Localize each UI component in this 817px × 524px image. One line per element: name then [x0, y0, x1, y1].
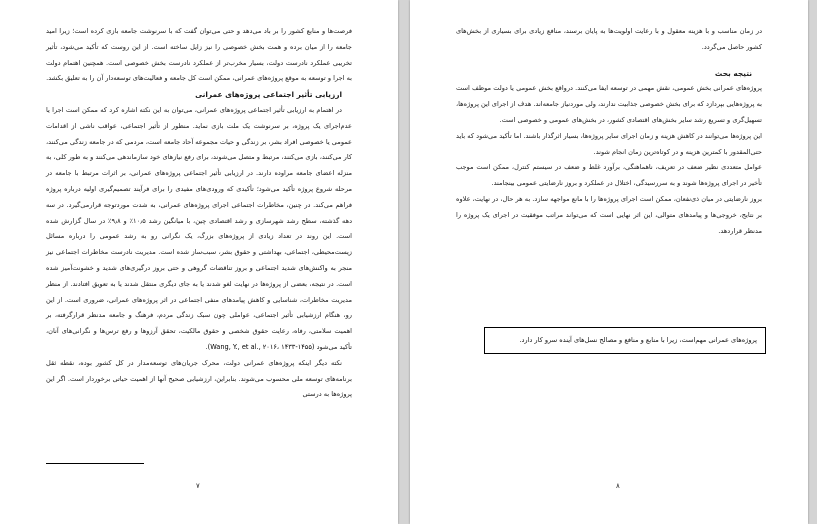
section-heading: ارزیابی تأثیر اجتماعی پروژه‌های عمرانی — [195, 90, 342, 100]
page-number: ۷ — [196, 482, 200, 490]
highlight-box: پروژه‌های عمرانی مهم‌است، زیرا با منابع و منافع و مصالح نسل‌های آینده سرو کار دارد. — [484, 327, 766, 354]
document-page-left — [0, 0, 398, 524]
footnote-separator — [46, 463, 144, 464]
paragraph: این پروژه‌ها می‌توانند در کاهش هزینه و زمان اجرای سایر پروژه‌ها، بسیار اثرگذار باشند. اما تأکید می‌شود که باید حتی‌المقدور با کمترین هزینه و در کوتاه‌ترین زمان انجام شوند. — [456, 131, 762, 156]
paragraph: عوامل متعددی نظیر ضعف در تعریف، ناهماهنگی، برآورد غلط و ضعف در سیستم کنترل، ممکن است موجب تأخیر در اجرای پروژه‌ها شوند و به سررسیدگی، اختلال در عملکرد و بروز نارضایتی عمومی بینجامند. — [456, 163, 762, 188]
section-heading: نتیجه بحث — [714, 68, 752, 78]
paragraph: در زمان مناسب و با هزینه معقول و با رعایت اولویت‌ها به پایان برسند، منافع زیادی برای بسیاری از بخش‌های کشور حاصل می‌گردد. — [456, 27, 762, 51]
document-page-right — [410, 0, 808, 524]
paragraph: در اهتمام به ارزیابی تأثیر اجتماعی پروژه‌های عمرانی، می‌توان به این نکته اشاره کرد که ممکن است اجرا یا عدم‌اجرای یک پروژه، بر سرنوشت یک ملت بازی نماید. منظور از تأثیر اجتماعی، عواقب ناشی از اقدامات عمومی یا خصوصی افراد بشر، بر زندگی و حیات مجموعه آحاد جامعه است، مردمی که در جامعه زندگی می‌کنند، کار می‌کنند، بازی می‌کنند، مرتبط و متصل می‌شوند، برای رفع نیازهای خود سازماندهی می‌کنند و به طور کلی، به منزله اعضای جامعه مراوده دارند. در ارزیابی تأثیر اجتماعی پروژه‌های عمرانی، بر اثرات مرتبط با جامعه در مرحله شروع پروژه تأکید می‌شود؛ تأکیدی که ورودی‌های مفیدی را برای فرآیند تصمیم‌گیری اولیه درباره پروژه فراهم می‌کند. در چنین، مخاطرات اجتماعی اجرای پروژه‌های عمرانی، به شدت موردتوجه قرارمی‌گیرد. در سه دهه گذشته، سطح رشد شهرسازی و رشد اقتصادی چین، با میانگین رشد ۱۰٫۵٪ و ۹٫۸٪ در سال گزارش شده است. این روند در تعداد زیادی از پروژه‌های بزرگ، یک نگرانی رو به رشد عمومی را درباره مسائل زیست‌محیطی، اجتماعی، بهداشتی و حقوق بشر، سبب‌ساز شده است. مدیریت نادرست مخاطرات اجتماعی نیز منجر به واکنش‌های شدید اجتماعی و بروز تناقضات گروهی و حتی بروز درگیری‌های شدید و خشونت‌آمیز شده است. در نتیجه، بعضی از پروژه‌ها در نهایت لغو شدند یا به جای دیگری منتقل شدند یا به تعویق افتادند. از منظر مدیریت مخاطرات، شناسایی و کاهش پیامدهای منفی اجتماعی در اثر پروژه‌های عمرانی، ضروری است. از این رو، هنگام ارزشیابی تأثیر اجتماعی، عواملی چون سبک زندگی مردم، فرهنگ و جامعه مدنظر قرارگرفته، بر اهمیت سلامتی، رفاه، رعایت حقوق شخصی و حقوق مالکیت، تحقق آرزوها و رفع ترس‌ها و نگرانی‌های آنان، تأکید می‌شود (Wang, Y., et al., ۲۰۱۶، ۱۴۳۳-۱۴۵۵). — [46, 105, 353, 351]
page-text-column — [46, 24, 352, 403]
page-text-column — [456, 24, 762, 239]
paragraph: بروز نارضایتی در میان ذی‌نفعان، ممکن است اجرای پروژه‌ها را با مانع مواجهه سازد. به هر حال، در نهایت، علاوه بر نتایج، خروجی‌ها و پیامدهای متوالی، این اثر نهایی است که می‌تواند مراتب موفقیت در اجرای یک پروژه را مدنظر قراردهد. — [456, 194, 762, 235]
paragraph: فرصت‌ها و منابع کشور را بر باد می‌دهد و حتی می‌توان گفت که با سرنوشت جامعه بازی کرده است؛ زیرا امید جامعه را از میان برده و همت بخش خصوصی را نیز زایل ساخته است. از این روست که تأکید می‌شود، تأثیر تخریبی عملکرد نادرست دولت، بسیار مخرب‌تر از عملکرد نادرست بخش خصوصی است. همچنین اهتمام دولت به اجرا و توسعه به موقع پروژه‌های عمرانی، ممکن است کل جامعه و فعالیت‌های توسعه‌دار آن را به تعلیق بکشد. — [46, 27, 352, 83]
paragraph-text: در اهتمام به ارزیابی تأثیر اجتماعی پروژه‌های عمرانی، می‌توان به این نکته اشاره کرد که ممکن است اجرا یا عدم‌اجرای یک پروژه، بر سرنوشت یک ملت بازی نماید. منظور از تأثیر اجتماعی، عواقب ناشی از اقدامات عمومی یا خصوصی افراد بشر، بر زندگی و حیات مجموعه آحاد جامعه است، مردمی که در جامعه زندگی می‌کنند، کار می‌کنند، بازی می‌کنند، مرتبط و متصل می‌شوند، برای رفع نیازهای خود سازماندهی می‌کنند و به طور کلی، به منزله اعضای جامعه مراوده دارند. در ارزیابی تأثیر اجتماعی پروژه‌های عمرانی، بر اثرات مرتبط با جامعه در مرحله شروع پروژه تأکید می‌شود؛ تأکیدی که ورودی‌های مفیدی را برای فرآیند تصمیم‌گیری اولیه درباره پروژه فراهم می‌کند. در چنین، مخاطرات اجتماعی اجرای پروژه‌های عمرانی، به شدت موردتوجه قرارمی‌گیرد. در سه دهه گذشته، سطح رشد شهرسازی و رشد اقتصادی چین، با میانگین رشد ۱۰٫۵٪ و ۹٫۸٪ در سال گزارش شده است. این روند در تعداد زیادی از پروژه‌های بزرگ، یک نگرانی رو به رشد عمومی را درباره مسائل زیست‌محیطی، اجتماعی، بهداشتی و حقوق بشر، سبب‌ساز شده است. مدیریت نادرست مخاطرات اجتماعی نیز منجر به واکنش‌های شدید اجتماعی و بروز تناقضات گروهی و حتی بروز درگیری‌های شدید و خشونت‌آمیز شده است. در نتیجه، بعضی از پروژه‌ها در نهایت لغو شدند یا به جای دیگری منتقل شدند یا به تعویق افتادند. از منظر مدیریت مخاطرات، شناسایی و کاهش پیامدهای منفی اجتماعی در اثر پروژه‌های عمرانی، ضروری است. از این رو، هنگام ارزشیابی تأثیر اجتماعی، عواملی چون سبک زندگی مردم، فرهنگ و جامعه مدنظر قرارگرفته، بر اهمیت سلامتی، رفاه، رعایت حقوق شخصی و حقوق مالکیت، تحقق آرزوها و رفع ترس‌ها و نگرانی‌های آنان، تأکید می‌شود — [46, 105, 353, 351]
paragraph: پروژه‌های عمرانی بخش عمومی، نقش مهمی در توسعه ایفا می‌کنند. درواقع بخش عمومی یا دولت موظف است به پروژه‌هایی بپردازد که برای بخش خصوصی جذابیت ندارند، ولی موردنیاز جامعه‌اند. هدف از اجرای این پروژه‌ها، تسهیل‌گری و تسریع رشد سایر بخش‌های اقتصادی کشور، در بخش‌های عمومی و خصوصی است. — [456, 84, 762, 124]
paragraph: نکته دیگر اینکه پروژه‌های عمرانی دولت، محرک جریان‌های توسعه‌مدار در کل کشور بوده، نقطه ثقل برنامه‌های توسعه ملی محسوب می‌شوند. بنابراین، ارزشیابی صحیح آنها از اهمیت حیاتی برخوردار است. اگر این پروژه‌ها به درستی — [46, 358, 352, 399]
citation: (Wang, Y., et al., ۲۰۱۶، ۱۴۳۳-۱۴۵۵) — [207, 342, 315, 351]
page-number: ۸ — [616, 482, 620, 490]
